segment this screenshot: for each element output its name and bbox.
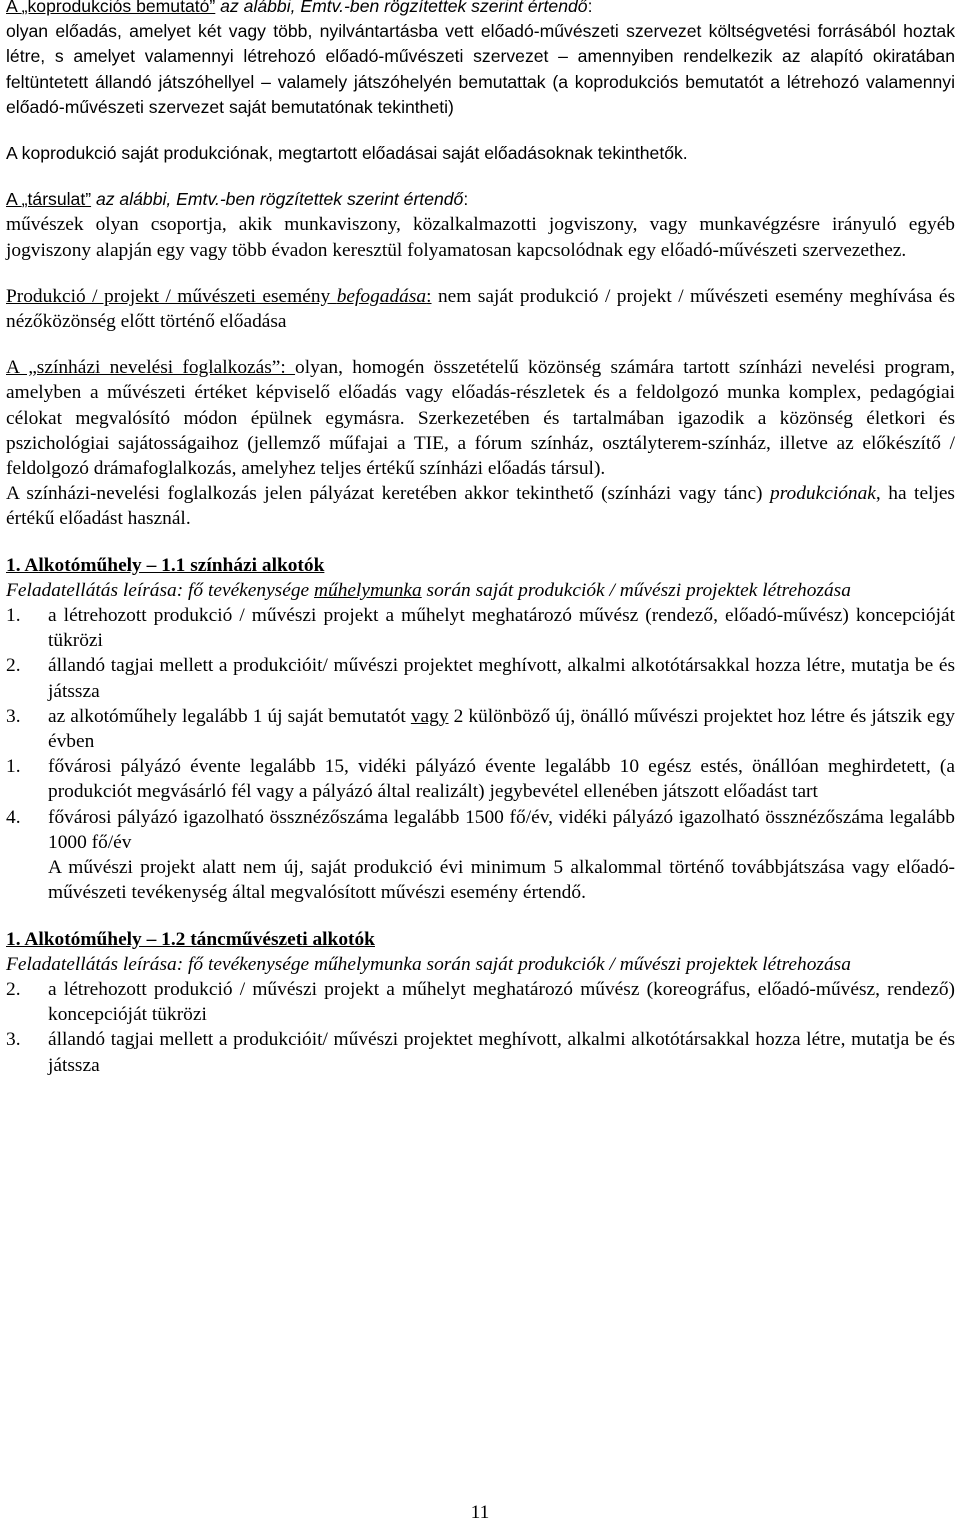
coproduction-note: A koprodukció saját produkciónak, megtartott előadásai saját előadásoknak tekinthetők. xyxy=(6,143,688,164)
artistic-project-note: A művészi projekt alatt nem új, saját produkció évi minimum 5 alkalommal történő továbbjátszása vagy előadó-művészeti tevékenység által megvalósított művészi esemény értendő. xyxy=(48,857,955,904)
section-theatre-creators xyxy=(6,553,955,906)
coproduction-heading: A „koprodukciós bemutató” az alábbi, Emtv.-ben rögzítettek szerint értendő: xyxy=(6,0,593,16)
task-description: Feladatellátás leírása: fő tevékenysége műhelymunka során saját produkciók / művészi projektek létrehozása xyxy=(6,579,851,601)
task-description: Feladatellátás leírása: fő tevékenysége műhelymunka során saját produkciók / művészi projektek létrehozása xyxy=(6,953,851,975)
list-item: 2. állandó tagjai mellett a produkcióit/ művészi projektet meghívott, alkalmi alkotótársakkal hozza létre, mutatja be és játssza xyxy=(6,655,955,702)
list-item: 2. a létrehozott produkció / művészi projekt a műhelyt meghatározó művész (koreográfus, előadó-művész, rendező) koncepcióját tükrözi xyxy=(6,978,955,1026)
list-item: 3. állandó tagjai mellett a produkcióit/ művészi projektet meghívott, alkalmi alkotótársakkal hozza létre, mutatja be és játssza xyxy=(6,1029,955,1076)
list-item: 1. a létrehozott produkció / művészi projekt a műhelyt meghatározó művész (rendező, előadó-művész) koncepcióját tükrözi xyxy=(6,605,955,652)
company-definition xyxy=(6,187,955,263)
list-item: 1. fővárosi pályázó évente legalább 15, vidéki pályázó évente legalább 10 egész estés, önállóan meghirdetett, (a produkciót megvásárló fél vagy a pályázó által realizált) jegybevétel ellenében játszott előadást tart xyxy=(6,756,955,803)
hosting-definition: Produkció / projekt / művészeti esemény befogadása: nem saját produkció / projekt / művészeti esemény meghívása és nézőközönség előtt történő előadása xyxy=(6,285,955,333)
coproduction-definition xyxy=(6,0,955,120)
list-item: 3. az alkotóműhely legalább 1 új saját bemutatót vagy 2 különböző új, önálló művészi projektet hoz létre és játszik egy évben xyxy=(6,705,956,753)
company-body: művészek olyan csoportja, akik munkaviszony, közalkalmazotti jogviszony, vagy munkavégzésre irányuló egyéb jogviszony alapján egy vagy több évadon keresztül folyamatosan kapcsolódnak egy előadó-művészeti szervezethez. xyxy=(6,214,955,261)
company-heading: A „társulat” az alábbi, Emtv.-ben rögzítettek szerint értendő: xyxy=(6,189,469,210)
theatre-education-note: A színházi-nevelési foglalkozás jelen pályázat keretében akkor tekinthető (színházi vagy tánc) produkciónak, ha teljes értékű előadást használ. xyxy=(6,483,955,530)
section-heading: 1. Alkotóműhely – 1.2 táncművészeti alkotók xyxy=(6,928,375,950)
section-heading: 1. Alkotóműhely – 1.1 színházi alkotók xyxy=(6,554,325,576)
page-number: 11 xyxy=(470,1502,490,1523)
list-item: 4. fővárosi pályázó igazolható össznézőszáma legalább 1500 fő/év, vidéki pályázó igazolható össznézőszáma legalább 1000 fő/év xyxy=(6,806,955,853)
theatre-education-definition: A „színházi nevelési foglalkozás”: olyan, homogén összetételű közönség számára tartott színházi nevelési program, amelyben a művészeti értéket képviselő előadás vagy előadás-részletek és a feldolgozó munka komplex, pedagógiai célokat megvalósító módon épülnek egymásra. Szerkezetében és tartalmában igazodik a közönség életkori és pszichológiai sajátosságaihoz (jellemző műfajai a TIE, a fórum színház, osztályterem-színház, illetve az előkészítő / feldolgozó drámafoglalkozás, amelyhez teljes értékű színházi előadás társul). xyxy=(6,357,955,480)
section-dance-creators xyxy=(6,927,955,1078)
coproduction-body: olyan előadás, amelyet két vagy több, nyilvántartásba vett előadó-művészeti szervezet költségvetési forrásából hoztak létre, s amelyet valamennyi létrehozó előadó-művészeti szervezet – amennyiben rendelkezik az alapító okiratában feltüntetett állandó játszóhellyel – valamely játszóhelyén bemutattak (a koprodukciós bemutatót a létrehozó valamennyi előadó-művészeti szervezet saját bemutatónak tekintheti) xyxy=(6,21,955,117)
